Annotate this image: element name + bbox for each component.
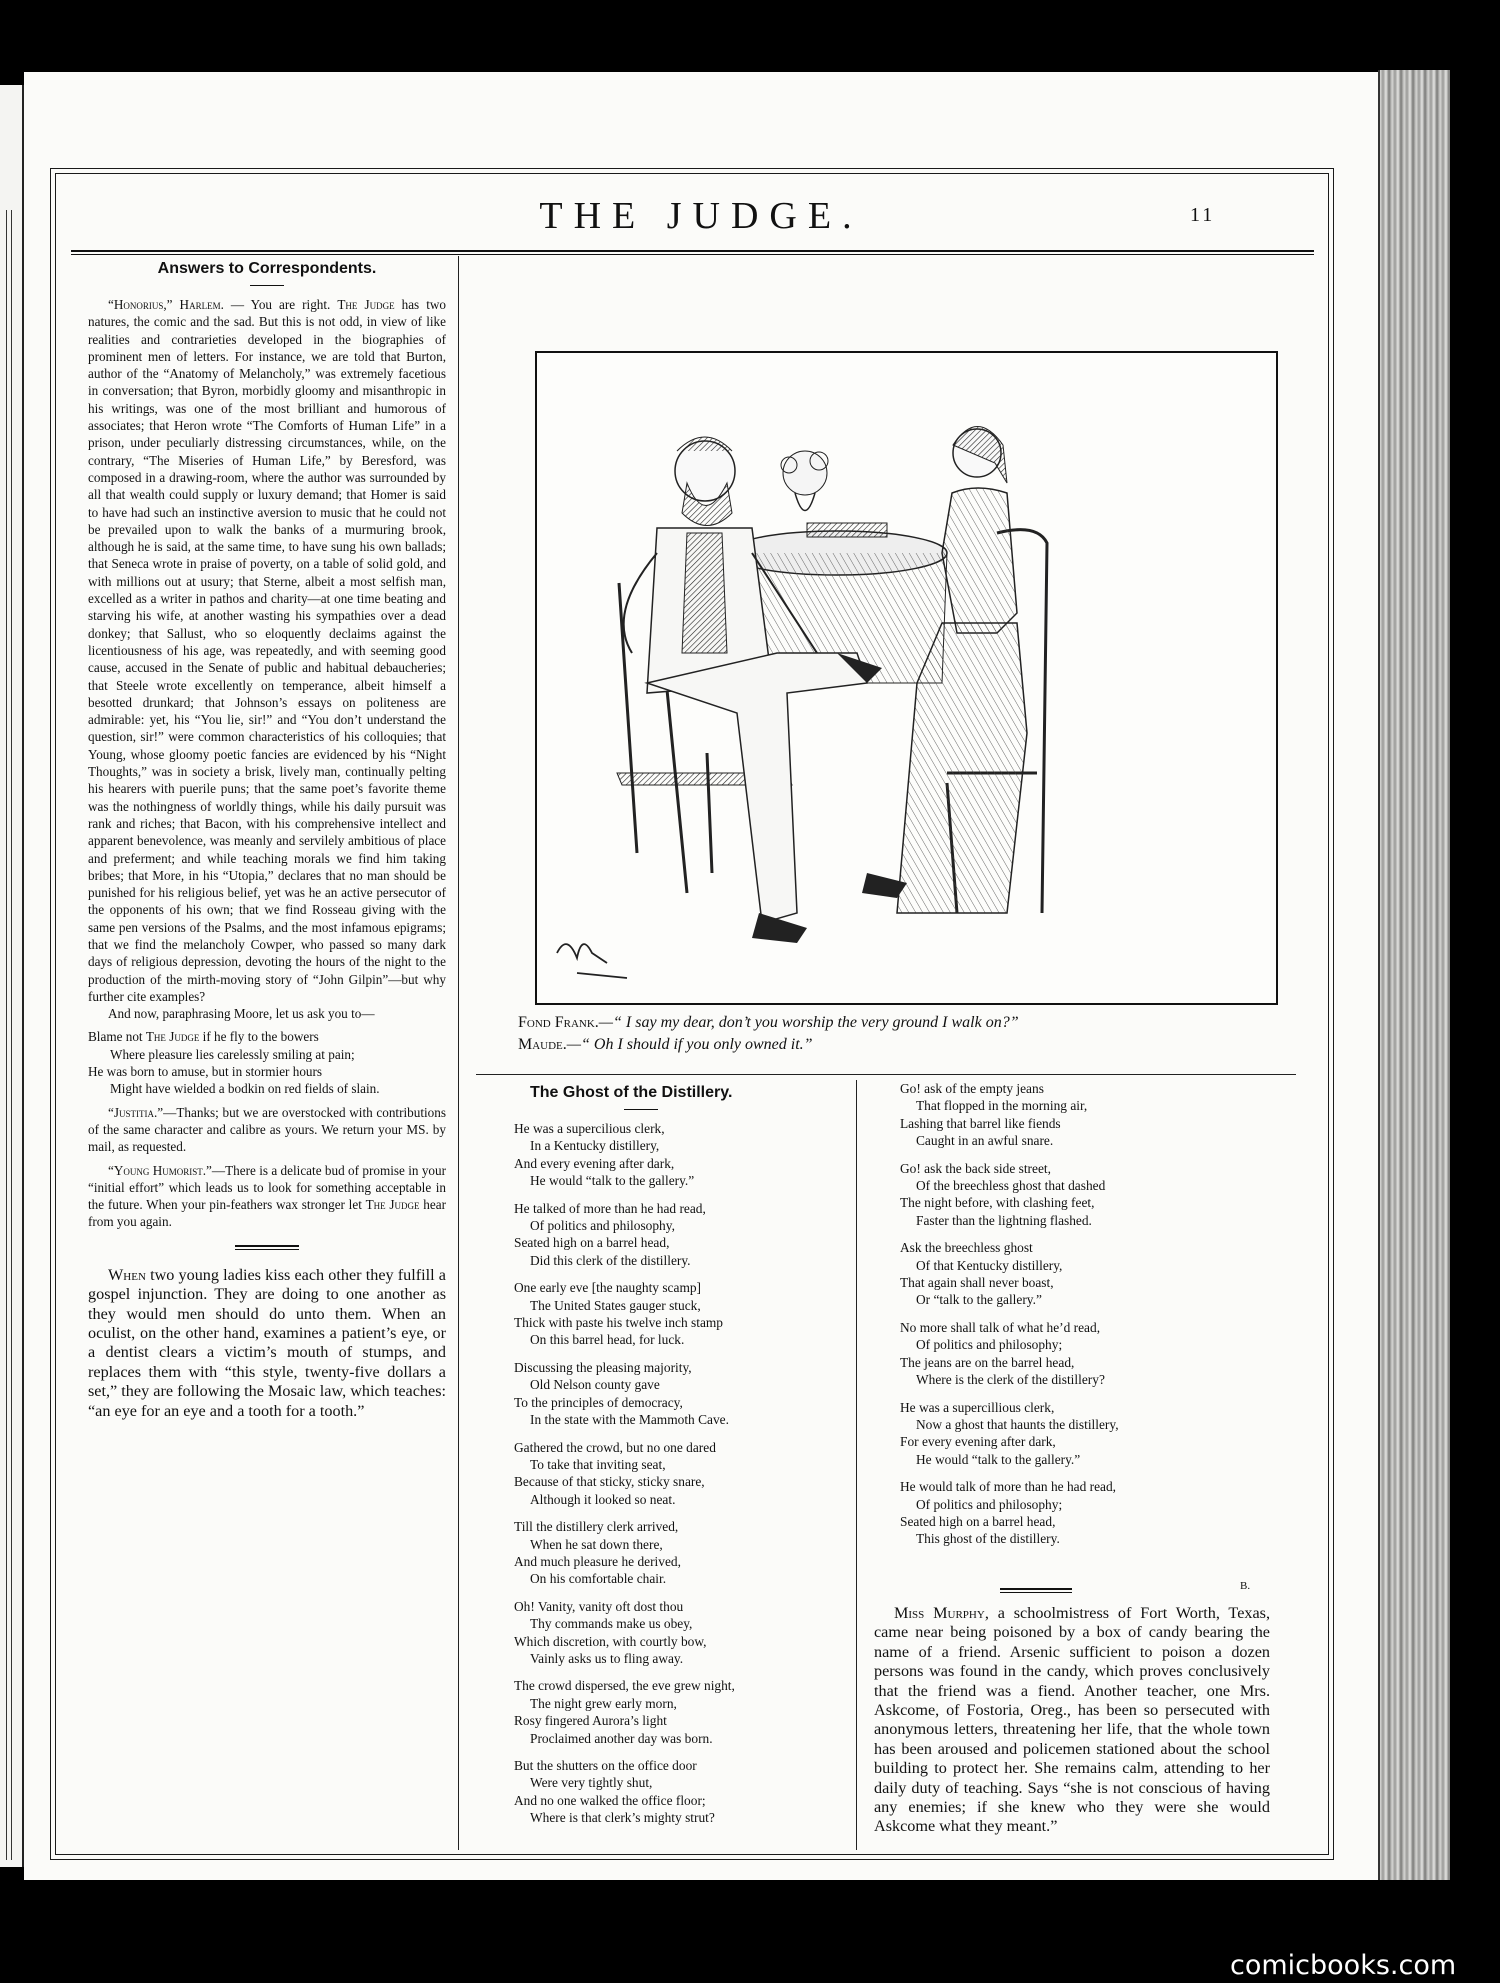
- poem-line: Old Nelson county gave: [530, 1377, 660, 1393]
- poem-line: For every evening after dark,: [900, 1434, 1056, 1450]
- watermark: comicbooks.com: [1230, 1950, 1457, 1981]
- poem-line: Caught in an awful snare.: [916, 1133, 1054, 1149]
- poem-line: Seated high on a barrel head,: [900, 1513, 1056, 1529]
- poem-line: The night before, with clashing feet,: [900, 1195, 1095, 1211]
- poem-line: Oh! Vanity, vanity oft dost thou: [514, 1598, 684, 1614]
- poem-line: He would talk of more than he had read,: [900, 1479, 1117, 1495]
- poem-line: The crowd dispersed, the eve grew night,: [514, 1678, 735, 1694]
- poem-line: And no one walked the office floor;: [514, 1792, 706, 1808]
- poem-stanza: [514, 1120, 844, 1190]
- facing-page-edge: [0, 85, 25, 1867]
- poem-line: In the state with the Mammoth Cave.: [530, 1412, 729, 1428]
- poem-line: He was a supercillious clerk,: [900, 1399, 1055, 1415]
- poem-line: Did this clerk of the distillery.: [530, 1252, 691, 1268]
- poem-line: Till the distillery clerk arrived,: [514, 1519, 679, 1535]
- poem-stanza: [514, 1757, 844, 1827]
- poem-line: Thick with paste his twelve inch stamp: [514, 1315, 723, 1331]
- poem-line: Faster than the lightning flashed.: [916, 1212, 1092, 1228]
- poem-stanza: [514, 1518, 844, 1588]
- poem-stanza: [514, 1279, 844, 1349]
- poem-line: Where is the clerk of the distillery?: [916, 1372, 1105, 1388]
- poem-stanzas-1: [514, 1120, 844, 1827]
- poem-stanzas-2: [900, 1080, 1280, 1548]
- answer-moore-intro: And now, paraphrasing Moore, let us ask you to—: [108, 1006, 375, 1022]
- poem-line: Or “talk to the gallery.”: [916, 1292, 1042, 1308]
- murphy-article: Miss Murphy, a schoolmistress of Fort Worth, Texas, came near being poisoned by a box of candy bearing the name of a friend. Arsenic sufficient to poison a dozen persons was found in the candy, which proves conclusively that the friend was a fiend. Another teacher, one Mrs. Askcome, of Fostoria, Oreg., has been so persecuted with anonymous letters, threatening her life, that the whole town has been aroused and policemen stationed about the school building to protect her. She remains calm, attending to her daily duty of teaching. Says “she is not conscious of having any enemies; if she knew who they were she would Askcome what they meant.”: [874, 1604, 1270, 1836]
- poem-signature: B.: [1240, 1580, 1251, 1592]
- page-number: 11: [1190, 204, 1216, 226]
- poem-line: Rosy fingered Aurora’s light: [514, 1713, 667, 1729]
- poem-line: When he sat down there,: [530, 1536, 663, 1552]
- caption-rule: [476, 1074, 1296, 1075]
- answer-justitia: “Justitia.”—Thanks; but we are overstocked with contributions of the same character and calibre as yours. We return your MS. by mail, as requested.: [88, 1104, 446, 1155]
- column-divider: [458, 256, 459, 1850]
- poem-line: Discussing the pleasing majority,: [514, 1359, 692, 1375]
- poem-line: Proclaimed another day was born.: [530, 1730, 713, 1746]
- poem-stanza: [514, 1598, 844, 1668]
- poem-line: Of politics and philosophy;: [916, 1496, 1063, 1512]
- cartoon-caption: Fond Frank.—“ I say my dear, don’t you worship the very ground I walk on?” Maude.—“ Oh I should if you only owned it.”: [518, 1014, 1019, 1053]
- poem-line: On this barrel head, for luck.: [530, 1332, 685, 1348]
- poem-line: To the principles of democracy,: [514, 1394, 683, 1410]
- poem-line: Of that Kentucky distillery,: [916, 1257, 1063, 1273]
- poem-line: The night grew early morn,: [530, 1695, 677, 1711]
- poem-stanza: [514, 1677, 844, 1747]
- cartoon-illustration: [535, 351, 1278, 1005]
- poem-column-1: [514, 1082, 844, 1837]
- poem-line: That again shall never boast,: [900, 1275, 1054, 1291]
- poem-line: Where is that clerk’s mighty strut?: [530, 1810, 715, 1826]
- moore-verse: Blame not The Judge if he fly to the bowers Where pleasure lies carelessly smiling at pain; He was born to amuse, but in stormier hours Might have wielded a bodkin on red fields of slain.: [88, 1029, 380, 1097]
- poem-line: He would “talk to the gallery.”: [916, 1451, 1081, 1467]
- poem-stanza: [900, 1160, 1280, 1230]
- poem-line: That flopped in the morning air,: [916, 1098, 1088, 1114]
- poem-line: And much pleasure he derived,: [514, 1553, 681, 1569]
- poem-line: To take that inviting seat,: [530, 1456, 666, 1472]
- poem-line: In a Kentucky distillery,: [530, 1138, 660, 1154]
- poem-line: Seated high on a barrel head,: [514, 1235, 670, 1251]
- poem-stanza: [514, 1359, 844, 1429]
- poem-line: Of politics and philosophy,: [530, 1218, 675, 1234]
- book-edge: [1378, 70, 1450, 1880]
- poem-line: Were very tightly shut,: [530, 1775, 653, 1791]
- poem-stanza: [900, 1399, 1280, 1469]
- poem-line: Because of that sticky, sticky snare,: [514, 1474, 705, 1490]
- poem-line: This ghost of the distillery.: [916, 1531, 1060, 1547]
- poem-stanza: [900, 1080, 1280, 1150]
- poem-column-2: [900, 1080, 1280, 1592]
- poem-stanza: [900, 1239, 1280, 1309]
- poem-line: He talked of more than he had read,: [514, 1200, 706, 1216]
- poem-line: The United States gauger stuck,: [530, 1297, 701, 1313]
- poem-line: Of the breechless ghost that dashed: [916, 1178, 1106, 1194]
- poem-stanza: [514, 1439, 844, 1509]
- answers-title: Answers to Correspondents.: [157, 260, 377, 277]
- poem-line: One early eve [the naughty scamp]: [514, 1280, 702, 1296]
- answer-young-humorist: “Young Humorist.”—There is a delicate bud of promise in your “initial effort” which leads us to look for something acceptable in the future. When your pin-feathers wax stronger let The Judge hear from you again.: [88, 1162, 446, 1230]
- poem-line: He would “talk to the gallery.”: [530, 1173, 695, 1189]
- poem-line: He was a supercilious clerk,: [514, 1121, 665, 1136]
- poem-line: Go! ask of the empty jeans: [900, 1081, 1044, 1096]
- poem-line: But the shutters on the office door: [514, 1758, 697, 1773]
- poem-line: And every evening after dark,: [514, 1155, 675, 1171]
- poem-line: Gathered the crowd, but no one dared: [514, 1439, 716, 1455]
- couple-sketch: [537, 353, 1276, 1003]
- poem-line: Lashing that barrel like fiends: [900, 1115, 1061, 1131]
- column-divider-poem: [856, 1080, 857, 1850]
- poem-line: Ask the breechless ghost: [900, 1240, 1033, 1256]
- poem-stanza: [900, 1478, 1280, 1548]
- poem-line: The jeans are on the barrel head,: [900, 1354, 1075, 1370]
- poem-line: Of politics and philosophy;: [916, 1337, 1063, 1353]
- poem-line: Although it looked so neat.: [530, 1491, 676, 1507]
- poem-line: Go! ask the back side street,: [900, 1160, 1051, 1176]
- masthead-title: THE JUDGE.: [539, 195, 863, 237]
- poem-line: Vainly asks us to fling away.: [530, 1650, 684, 1666]
- answer-honorius: “Honorius,” Harlem. — You are right. The Judge has two natures, the comic and the sad. But this is not odd, in view of like realities and contrarieties developed in the biographies of prominent men of letters. For instance, we are told that Burton, author of the “Anatomy of Melancholy,” was extremely facetious in conversation; that Byron, morbidly gloomy and misanthropic in his writings, was one of the most brilliant and humorous of associates; that Heron wrote “The Comforts of Human Life” in a prison, under peculiarly distressing circumstances, while, on the contrary, “The Miseries of Human Life,” by Beresford, was composed in a drawing-room, where the author was surrounded by all that wealth could supply or luxury demand; that Homer is said to have had such an instinctive aversion to music that he could not be prevailed upon to walk the banks of a murmuring brook, although he is said, at the same time, to have sung his own ballads; that Seneca wrote in praise of poverty, on a table of solid gold, and with millions out at usury; that Sterne, albeit a most selfish man, excelled as a writer in pathos and charity—at one time beating and starving his wife, at another wasting his sympathies over a dead donkey; that Sallust, who so eloquently declaims against the licentiousness of his age, was repeatedly, and with seeming good cause, accused in the Senate of public and habitual debaucheries; that Steele wrote excellently on temperance, albeit himself a besotted drunkard; that Johnson’s essays on politeness are admirable: yet, his “You lie, sir!” and “You don’t understand the question, sir!” were common characteristics of his colloquies; that Young, whose gloomy poetic fancies are evidenced by his “Night Thoughts,” was in society a brisk, lively man, continually pelting his hearers with puerile puns; that the same poet’s favorite theme was the nothingness of worldly things, while his daily pursuit was rank and riches; that Bacon, with his comprehensive intellect and apparent benevolence, was meanly and servilely ambitious of place and preferment; and while teaching morals we find him taking bribes; that More, in his “Utopia,” declares that no man should be punished for his religious belief, yet was he an active persecutor of the opponents of his own; that we find Rosseau giving with the same pen versions of the Psalms, and the most infamous epigrams; that we find the melancholy Cowper, who passed so many dark days of religious depression, devoting the hours of the night to the production of the mirth-moving story of “John Gilpin”—but why further cite examples?: [88, 297, 446, 1004]
- poem-line: No more shall talk of what he’d read,: [900, 1319, 1101, 1335]
- header-rule: [71, 250, 1314, 252]
- poem-line: Thy commands make us obey,: [530, 1616, 693, 1632]
- magazine-page: [24, 72, 1378, 1880]
- poem-stanza: [514, 1200, 844, 1270]
- poem-line: Which discretion, with courtly bow,: [514, 1633, 707, 1649]
- poem-line: Now a ghost that haunts the distillery,: [916, 1416, 1119, 1432]
- poem-line: On his comfortable chair.: [530, 1571, 667, 1587]
- poem-title: The Ghost of the Distillery.: [530, 1084, 733, 1101]
- poem-stanza: [900, 1319, 1280, 1389]
- answers-column: [88, 258, 446, 1421]
- kiss-article: When two young ladies kiss each other they fulfill a gospel injunction. They are doing to one another as they would men should do unto them. When an oculist, on the other hand, examines a patient’s eye, or a dentist clears a victim’s mouth of stumps, and replaces them with “this style, twenty-five dollars a set,” they are following the Mosaic law, which teaches: “an eye for an eye and a tooth for a tooth.”: [88, 1265, 446, 1420]
